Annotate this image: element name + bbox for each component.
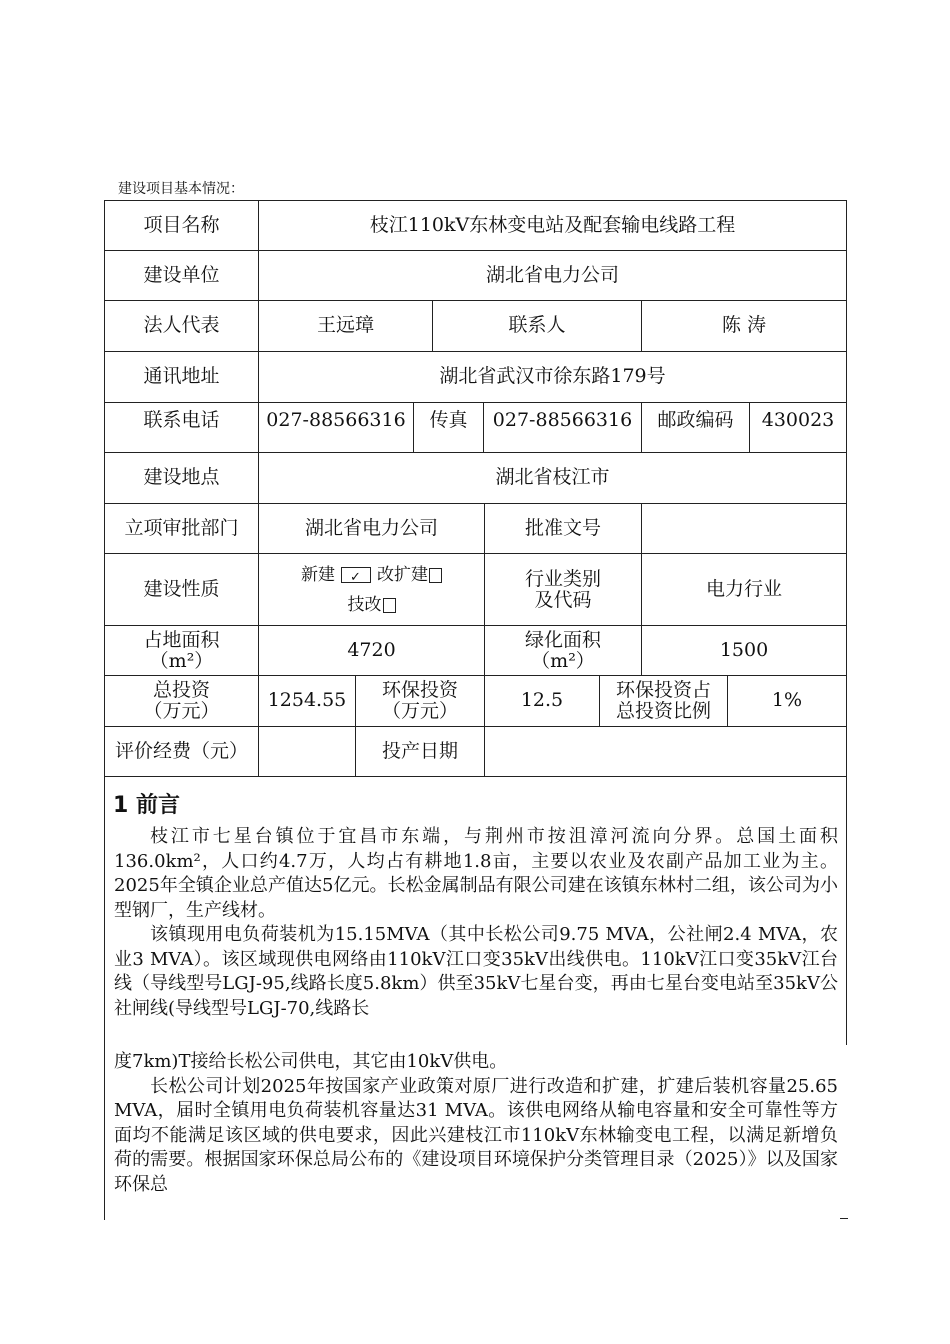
section-title: 1 前言: [113, 793, 180, 818]
table-caption: 建设项目基本情况：: [118, 181, 244, 197]
label-contact: 联系人: [508, 314, 566, 337]
label-assessment-fee: 评价经费（元）: [114, 739, 248, 762]
option-tech-label: 技改: [347, 594, 382, 615]
builder-value: 湖北省电力公司: [485, 263, 619, 286]
fax-value: 027-88566316: [492, 409, 633, 432]
label-env-line2: （万元）: [381, 700, 458, 722]
label-builder: 建设单位: [143, 263, 220, 286]
preface-body-boxed: [114, 825, 838, 1021]
label-nature: 建设性质: [143, 577, 220, 600]
option-expand-label: 改扩建: [377, 564, 428, 585]
label-ratio-line1: 环保投资占: [615, 679, 711, 702]
label-green-line1: 绿化面积: [524, 628, 601, 651]
label-total-investment: [105, 676, 258, 726]
label-area: [105, 626, 258, 675]
env-ratio-value: 1%: [771, 689, 803, 712]
label-industry-line2: 及代码: [534, 588, 592, 611]
assessment-fee-value: [259, 727, 355, 776]
label-phone: 联系电话: [143, 409, 220, 432]
checkbox-tech[interactable]: [383, 598, 396, 613]
label-postcode: 邮政编码: [657, 409, 734, 432]
approval-doc-value: [642, 504, 846, 553]
paragraph-2-continued: 度7km)T接给长松公司供电，其它由10kV供电。: [114, 1051, 508, 1072]
phone-value: 027-88566316: [266, 409, 406, 432]
area-value: 4720: [347, 638, 396, 661]
option-new-label: 新建: [301, 564, 335, 585]
label-legal-rep: 法人代表: [143, 314, 220, 337]
label-env-investment: [356, 676, 484, 726]
label-area-line1: 占地面积: [143, 628, 220, 651]
checkbox-expand[interactable]: [429, 568, 442, 583]
label-industry: [485, 554, 641, 625]
project-name-value: 枝江110kV东林变电站及配套输电线路工程: [369, 213, 736, 236]
nature-line-1: [301, 560, 442, 590]
approval-dept-value: 湖北省电力公司: [304, 516, 438, 539]
contact-value: 陈 涛: [721, 314, 767, 337]
label-location: 建设地点: [143, 466, 220, 489]
industry-value: 电力行业: [705, 577, 782, 600]
label-area-line2: （m²）: [149, 649, 214, 672]
nature-options: [259, 554, 484, 625]
preface-body-continued: [114, 1050, 838, 1197]
green-area-value: 1500: [719, 638, 769, 661]
label-approval-dept: 立项审批部门: [124, 516, 239, 539]
paragraph-1: 枝江市七星台镇位于宜昌市东端，与荆州市按沮漳河流向分界。总国土面积136.0km²，人口约4.7万，人均占有耕地1.8亩，主要以农业及农副产品加工业为主。2025年全镇企业总产值达5亿元。长松金属制品有限公司建在该镇东林村二组，该公司为小型钢厂，生产线材。: [114, 826, 838, 921]
label-project-name: 项目名称: [143, 213, 220, 236]
location-value: 湖北省枝江市: [495, 466, 610, 489]
label-env-ratio: [600, 676, 727, 726]
label-approval-doc: 批准文号: [524, 516, 601, 539]
checkbox-new[interactable]: [341, 567, 371, 583]
label-investment-line1: 总投资: [152, 679, 210, 702]
label-green-line2: （m²）: [531, 649, 595, 672]
env-investment-value: 12.5: [520, 689, 564, 712]
label-ratio-line2: 总投资比例: [615, 700, 711, 722]
total-investment-value: 1254.55: [267, 689, 347, 712]
label-investment-line2: （万元）: [143, 700, 220, 722]
production-date-value: [485, 727, 846, 776]
label-green-area: [485, 626, 641, 675]
label-fax: 传真: [429, 409, 468, 432]
label-env-line1: 环保投资: [381, 679, 458, 702]
legal-rep-value: 王远璋: [316, 314, 374, 337]
label-address: 通讯地址: [143, 365, 220, 388]
nature-line-2: [348, 590, 396, 620]
label-production-date: 投产日期: [381, 739, 458, 762]
label-industry-line1: 行业类别: [524, 567, 601, 590]
paragraph-3: 长松公司计划2025年按国家产业政策对原厂进行改造和扩建，扩建后装机容量25.65 MVA，届时全镇用电负荷装机容量达31 MVA。该供电网络从输电容量和安全可靠性等方面均不能满足该区域的供电要求，因此兴建枝江市110kV东林输变电工程，以满足新增负荷的需要。根据国家环保总局公布的《建设项目环境保护分类管理目录（2025）》以及国家环保总: [114, 1075, 838, 1195]
paragraph-2: 该镇现用电负荷装机为15.15MVA（其中长松公司9.75 MVA，公社闸2.4 MVA，农业3 MVA）。该区域现供电网络由110kV江口变35kV出线供电。110kV江口变35kV江台线（导线型号LGJ-95,线路长度5.8km）供至35kV七星台变，再由七星台变电站至35kV公社闸线(导线型号LGJ-70,线路长: [114, 924, 838, 1019]
address-value: 湖北省武汉市徐东路179号: [439, 365, 666, 388]
postcode-value: 430023: [761, 409, 835, 432]
